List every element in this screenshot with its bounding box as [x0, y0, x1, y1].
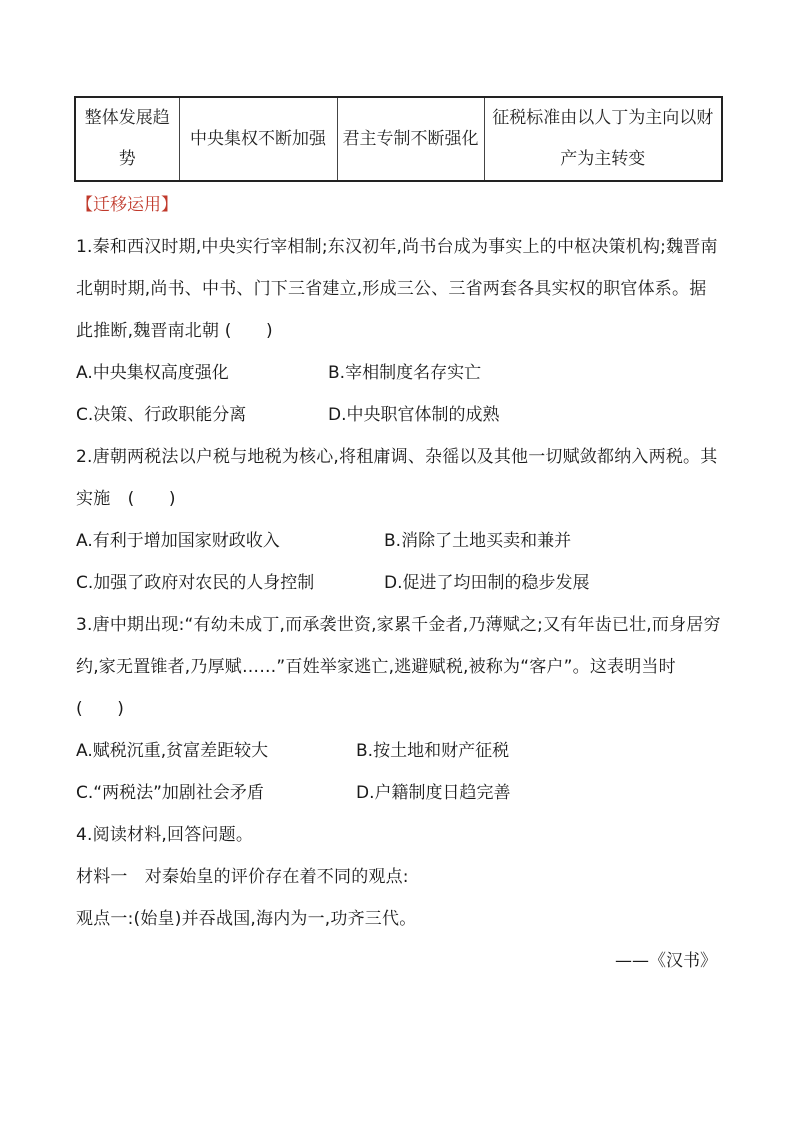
question-1-option-c[interactable]: C.决策、行政职能分离 [76, 405, 247, 425]
summary-table [74, 96, 723, 182]
exercise-content [76, 190, 721, 982]
question-1-option-b[interactable]: B.宰相制度名存实亡 [328, 363, 482, 383]
citation-source: ——《汉书》 [615, 951, 717, 971]
viewpoint-one: 观点一:(始皇)并吞战国,海内为一,功齐三代。 [76, 909, 417, 929]
question-2-options-row-1 [76, 520, 721, 562]
question-1-option-d[interactable]: D.中央职官体制的成熟 [328, 405, 500, 425]
table-cell-monarchy: 君主专制不断强化 [337, 97, 484, 181]
question-2-options-row-2 [76, 562, 721, 604]
question-1-option-a[interactable]: A.中央集权高度强化 [76, 363, 229, 383]
question-3-options-row-1 [76, 730, 721, 772]
question-2-option-c[interactable]: C.加强了政府对农民的人身控制 [76, 573, 315, 593]
question-3-options-row-2 [76, 772, 721, 814]
table-cell-central-power: 中央集权不断加强 [179, 97, 337, 181]
question-3-option-a[interactable]: A.赋税沉重,贫富差距较大 [76, 741, 269, 761]
question-4-stem: 4.阅读材料,回答问题。 [76, 825, 254, 845]
question-2-stem: 2.唐朝两税法以户税与地税为核心,将租庸调、杂徭以及其他一切赋敛都纳入两税。其实施 ( ) [76, 447, 718, 509]
material-label: 材料一 对秦始皇的评价存在着不同的观点: [76, 867, 409, 887]
table-cell-label: 整体发展趋势 [75, 97, 179, 181]
question-2-option-b[interactable]: B.消除了土地买卖和兼并 [384, 531, 572, 551]
table-row [75, 97, 722, 181]
question-2-option-a[interactable]: A.有利于增加国家财政收入 [76, 531, 280, 551]
question-3-stem: 3.唐中期出现:“有幼未成丁,而承袭世资,家累千金者,乃薄赋之;又有年齿已壮,而身居穷约,家无置锥者,乃厚赋……”百姓举家逃亡,逃避赋税,被称为“客户”。这表明当时 ( ) [76, 615, 721, 719]
question-1-stem: 1.秦和西汉时期,中央实行宰相制;东汉初年,尚书台成为事实上的中枢决策机构;魏晋南北朝时期,尚书、中书、门下三省建立,形成三公、三省两套各具实权的职官体系。据此推断,魏晋南北朝 ( ) [76, 237, 718, 341]
question-3-option-d[interactable]: D.户籍制度日趋完善 [356, 783, 511, 803]
question-3-option-b[interactable]: B.按土地和财产征税 [356, 741, 510, 761]
question-3-option-c[interactable]: C.“两税法”加剧社会矛盾 [76, 783, 264, 803]
section-title: 【迁移运用】 [76, 195, 178, 215]
question-1-options-row-2 [76, 394, 721, 436]
table-cell-taxation: 征税标准由以人丁为主向以财产为主转变 [484, 97, 722, 181]
question-2-option-d[interactable]: D.促进了均田制的稳步发展 [384, 573, 590, 593]
question-1-options-row-1 [76, 352, 721, 394]
